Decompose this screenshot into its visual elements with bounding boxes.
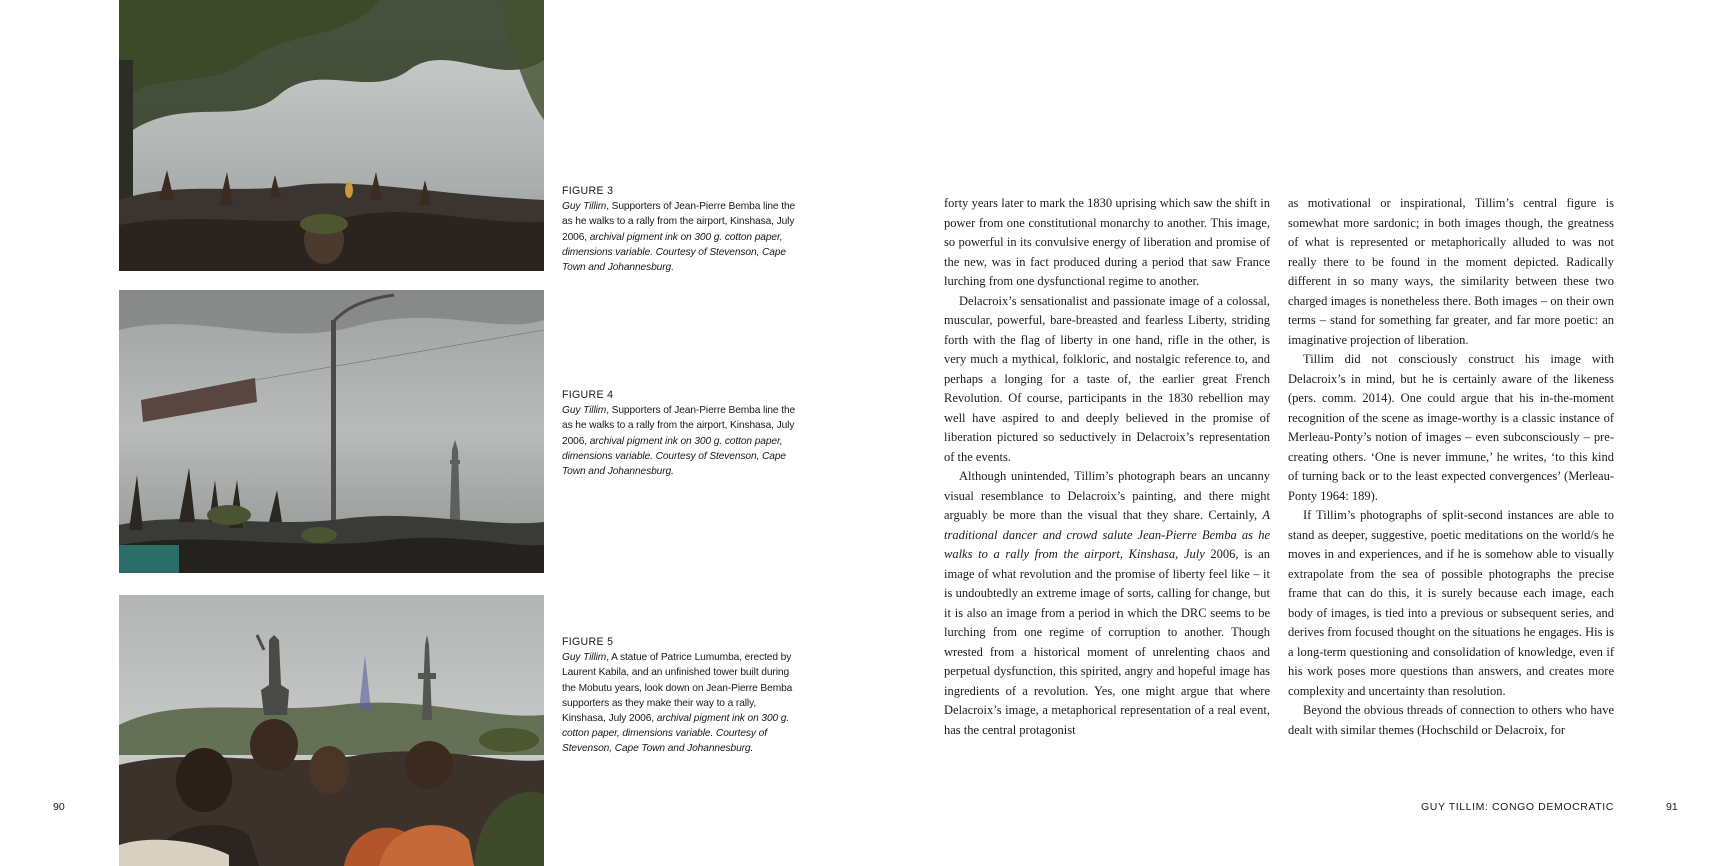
paragraph [944,467,1270,740]
caption-artist: Guy Tillim [562,405,607,417]
figure-label: FIGURE 4 [562,389,614,401]
paragraph: Delacroix’s sensationalist and passionate image of a colossal, muscular, powerful, bare-breasted and fearless Liberty, striding forth with the flag of liberty in one hand, rifle in the other, is very much a mythical, folkloric, and nostalgic reference to, and perhaps a longing for a taste of, the earlier great French Revolution. Of course, participants in the 1830 rebellion may well have aspired to and deeply believed in the promise of liberation pictured so seductively in Delacroix’s representation of the events. [944,293,1270,464]
caption-description: , Supporters of Jean-Pierre Bemba line the as he walks to a rally from the airport, Kinshasa, July 2006, [562,405,796,447]
caption-medium: archival pigment ink on 300 g. cotton paper, dimensions variable. Courtesy of Stevenson, Cape Town and Johannesburg. [562,713,790,755]
paragraph-text: Although unintended, Tillim’s photograph bears an uncanny visual resemblance to Delacroix’s painting, and there might arguably be more than the visual that they share. Certainly, [944,469,1270,522]
figure-label: FIGURE 3 [562,185,614,197]
page-number-right: 91 [1666,801,1678,813]
caption-medium: archival pigment ink on 300 g. cotton paper, dimensions variable. Courtesy of Stevenson, Cape Town and Johannesburg. [562,231,786,274]
photo-lumumba-statue [119,595,544,866]
figure-3-caption [562,184,797,275]
caption-artist: Guy Tillim [562,201,607,213]
page-number-left: 90 [53,801,65,813]
paragraph: Tillim did not consciously construct his image with Delacroix’s in mind, but he is certainly aware of the likeness (pers. comm. 2014). One could argue that his in-the-moment recognition of the scene as image-worthy is a classic instance of Merleau-Ponty’s notion of images – even subconsciously – pre-creating others. ‘One is never immune,’ he writes, ‘to this kind of turning back or to the least expected convergences’ (Merleau-Ponty 1964: 189). [1288,352,1614,503]
paragraph: forty years later to mark the 1830 uprising which saw the shift in power from one constitutional monarchy to another. This image, so powerful in its convulsive energy of liberation and promise of the new, was in fact produced during a period that saw France lurching from one dysfunctional regime to another. [944,196,1270,288]
figure-4-caption [562,388,797,479]
paragraph: Beyond the obvious threads of connection to others who have dealt with similar themes (Hochschild or Delacroix, for [1288,703,1614,737]
photo-supporters-tree [119,0,544,271]
artwork-title: A traditional dancer and crowd salute Jean-Pierre Bemba as he walks to a rally from the airport, Kinshasa, July [944,508,1270,561]
figure-5-caption [562,635,797,757]
body-column-right [1288,194,1614,740]
caption-medium: archival pigment ink on 300 g. cotton paper, dimensions variable. Courtesy of Stevenson, Cape Town and Johannesburg. [562,435,786,478]
caption-description: , Supporters of Jean-Pierre Bemba line the as he walks to a rally from the airport, Kinshasa, July 2006, [562,201,796,243]
paragraph-text: 2006, is an image of what revolution and the promise of liberty feel like – it is undoubtedly an extreme image of sorts, calling for change, but it is also an image from a period in which the DRC seems to be lurching from one regime of corruption to another. Though wrested from a historical moment of unrelenting chaos and perpetual dysfunction, this spirited, angry and hopeful image has ingredients of a revolution. Yes, one might argue that where Delacroix’s image, a metaphorical representation of a real event, has the central protagonist [944,547,1270,737]
figure-label: FIGURE 5 [562,636,614,648]
paragraph: If Tillim’s photographs of split-second instances are able to stand as deeper, suggestive, poetic meditations on the world/s he moves in and experiences, and if he is somehow able to visually extrapolate from the sea of possible photographs the precise frame that can do this, it is surely because each image, each body of images, is tied into a previous or subsequent series, and derives from focused thought on the situations he engages. His is a long-term questioning and consolidation of knowledge, even if his work poses more questions than answers, and creates more complexity and uncertainty than resolution. [1288,508,1614,698]
paragraph: as motivational or inspirational, Tillim’s central figure is somewhat more sardonic; in both images though, the greatness of what is represented or metaphorically alluded to was not really there to be found in the moment depicted. Radically different in so many ways, the similarity between these two charged images is nonetheless there. Both images – on their own terms – stand for something far greater, and far more poetic: an imaginative projection of liberation. [1288,196,1614,347]
photo-banner-tower [119,290,544,573]
caption-artist: Guy Tillim [562,652,607,664]
body-column-left [944,194,1270,740]
running-head: GUY TILLIM: CONGO DEMOCRATIC [1421,801,1614,813]
caption-description: , A statue of Patrice Lumumba, erected by Laurent Kabila, and an unfinished tower built during the Mobutu years, look down on Jean-Pierre Bemba supporters as they make their way to a rally, Kinshasa, July 2006, [562,652,793,725]
